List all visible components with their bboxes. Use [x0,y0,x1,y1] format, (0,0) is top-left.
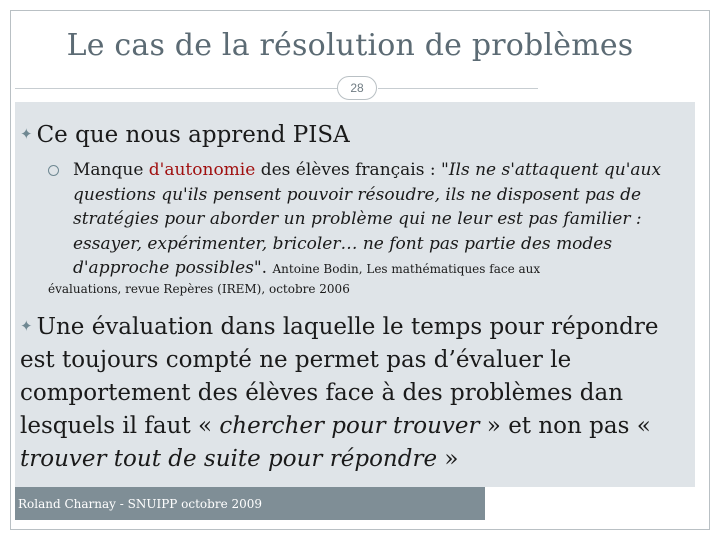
sub-bullet-text [48,158,668,282]
source-line1: Antoine Bodin, Les mathématiques face aux [272,262,541,276]
bullet-pisa-text: Ce que nous apprend PISA [36,122,350,148]
footer-text: Roland Charnay - SNUIPP octobre 2009 [18,497,263,511]
wing-bullet-icon: ✦ [20,317,33,335]
evaluation-italic-2: trouver tout de suite pour répondre [20,446,438,472]
highlight-autonomy: d'autonomie [148,160,256,180]
circle-bullet-icon [48,165,59,176]
source-line2: évaluations, revue Repères (IREM), octobre 2006 [48,282,350,296]
evaluation-text-2: » et non pas « [479,413,651,439]
sub-bullet-lead: Manque [73,160,149,180]
pisa-quote: Ils ne s'attaquent qu'aux questions qu'ils pensent pouvoir résoudre, ils ne disposent pas de stratégies pour aborder un problème qui ne leur est pas familier : essayer, expérimenter, bricoler… ne font pas partie des modes d'approche possibles [73,160,662,278]
sub-bullet-after: des élèves français : " [255,160,449,180]
title-divider-left [15,88,337,89]
bullet-evaluation [20,310,690,476]
quote-close: ". [253,258,273,278]
page-number: 28 [337,76,377,100]
bullet-pisa [20,122,350,148]
evaluation-text-3: » [437,446,459,472]
wing-bullet-icon: ✦ [20,125,33,143]
slide-title: Le cas de la résolution de problèmes [66,28,634,63]
sub-bullet-autonomy [48,158,668,282]
evaluation-text-1: Une évaluation dans laquelle le temps pour répondre est toujours compté ne permet pas d’évaluer le comportement des élèves face à des problèmes dan lesquels il faut « [20,314,659,439]
evaluation-italic-1: chercher pour trouver [219,413,480,439]
title-divider-right [378,88,538,89]
